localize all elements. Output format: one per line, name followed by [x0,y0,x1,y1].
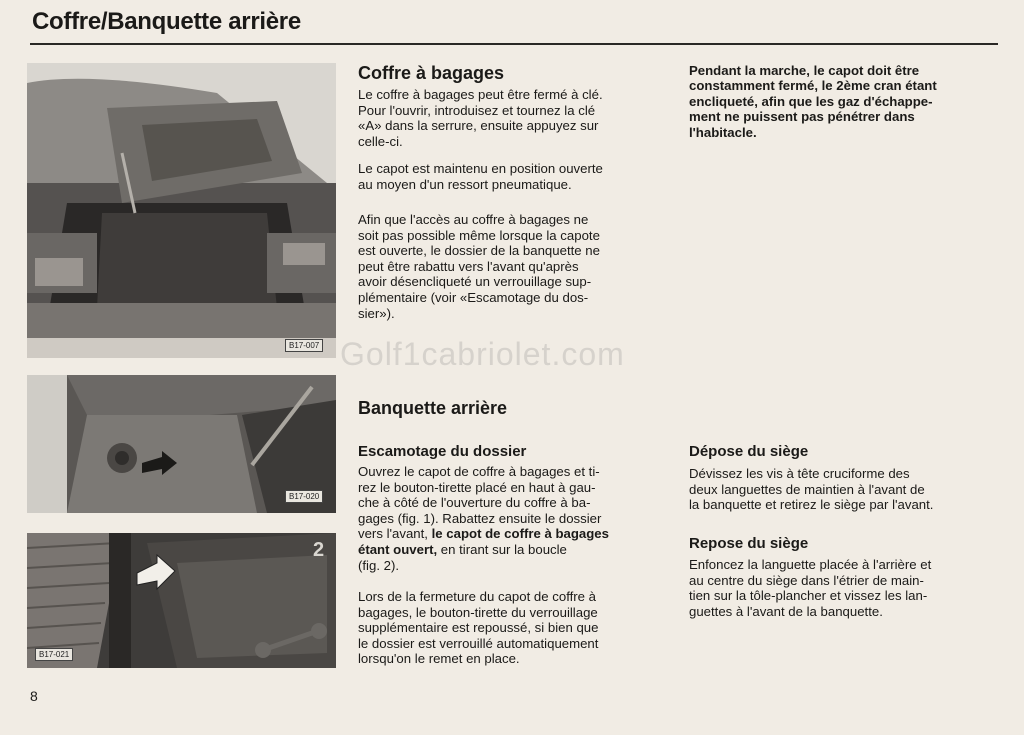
watermark: Golf1cabriolet.com [340,336,625,372]
warning-text: Pendant la marche, le capot doit être constamment fermé, le 2ème cran étant encliqueté, afin que les gaz d'échappe- ment ne puissent pas pénétrer dans l'habitacle. [689,63,937,140]
escamotage-text-bold: le capot de coffre à bagages étant ouvert, [358,526,609,557]
header-divider [30,43,998,45]
coffre-paragraph-2: Le capot est maintenu en position ouverte au moyen d'un ressort pneumatique. [358,161,603,192]
coffre-paragraph-1: Le coffre à bagages peut être fermé à clé. Pour l'ouvrir, introduisez et tournez la clé «A» dans la serrure, ensuite appuyez sur celle-ci. [358,87,603,149]
escamotage-paragraph-1 [358,464,678,573]
escamotage-text-part-2: en tirant sur la boucle (fig. 2). [358,541,567,573]
repose-paragraph: Enfoncez la languette placée à l'arrière et au centre du siège dans l'étrier de main- tien sur la tôle-plancher et vissez les lan- guettes à l'avant de la banquette. [689,557,932,619]
depose-paragraph: Dévissez les vis à tête cruciforme des deux languettes de maintien à l'avant de la banquette et retirez le siège par l'avant. [689,466,934,513]
coffre-paragraph-3: Afin que l'accès au coffre à bagages ne soit pas possible même lorsque la capote est ouverte, le dossier de la banquette ne peut être rabattu vers l'avant qu'après avoir désencliqueté un verrouillage sup- plémentaire (voir «Escamotage du dos- sier»). [358,212,600,321]
page-number: 8 [30,688,38,704]
escamotage-text-part-1: Ouvrez le capot de coffre à bagages et ti- rez le bouton-tirette placé en haut à gau- che à côté de l'ouverture du coffre à ba- gages (fig. 1). Rabattez ensuite le dossier vers l'avant, [358,464,602,542]
photo-trunk-open [27,63,336,358]
figure-code-label: B17-020 [285,490,323,503]
subsection-title-depose: Dépose du siège [689,443,809,460]
escamotage-paragraph-2: Lors de la fermeture du capot de coffre à bagages, le bouton-tirette du verrouillage supplémentaire est repoussé, si bien que le dossier est verrouillé automatiquement lorsqu'on le remet en place. [358,589,599,667]
section-title-coffre: Coffre à bagages [358,63,505,83]
figure-code-label: B17-007 [285,339,323,352]
figure-code-label: B17-021 [35,648,73,661]
photo-pull-knob [27,375,336,513]
page-title: Coffre/Banquette arrière [32,8,301,35]
subsection-title-repose: Repose du siège [689,535,809,552]
photo-seat-buckle [27,533,336,668]
section-title-banquette: Banquette arrière [358,398,508,418]
subsection-title-escamotage: Escamotage du dossier [358,443,527,460]
figure-mark: 2 [313,539,325,561]
